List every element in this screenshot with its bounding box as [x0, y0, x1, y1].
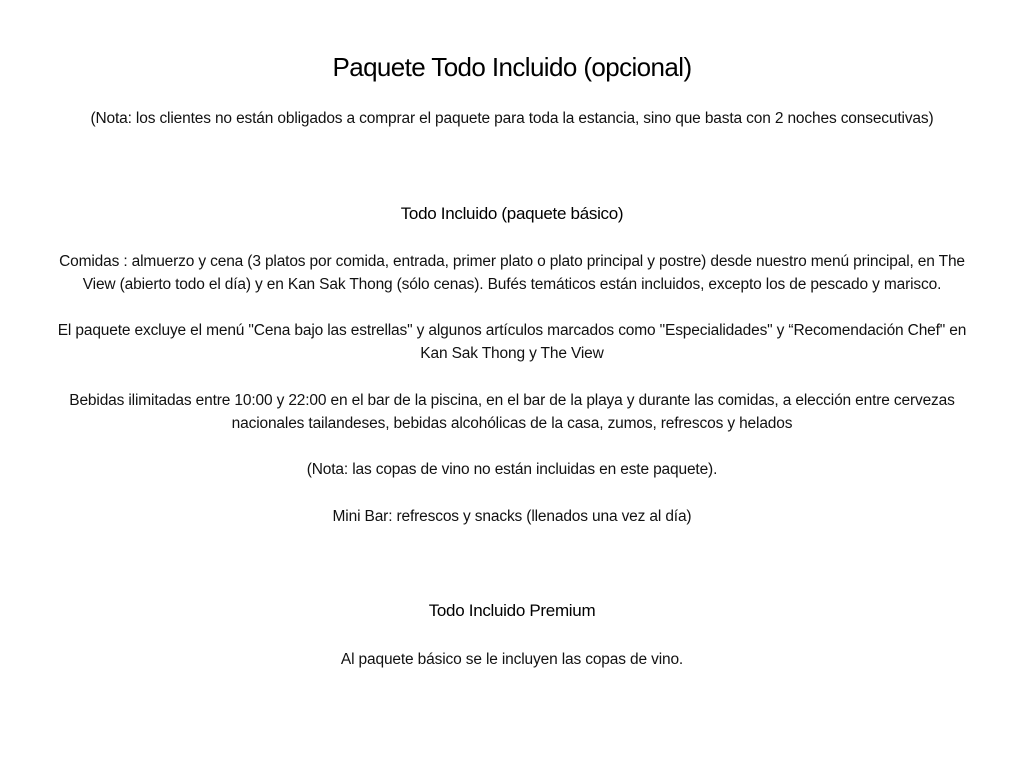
wine-note-text: (Nota: las copas de vino no están incluidas en este paquete). — [306, 461, 718, 478]
drinks-paragraph — [0, 389, 1024, 435]
minibar-text: Mini Bar: refrescos y snacks (llenados una vez al día) — [332, 508, 692, 525]
intro-note-text: (Nota: los clientes no están obligados a comprar el paquete para toda la estancia, sino que basta con 2 noches consecutivas) — [90, 110, 934, 127]
exclusion-line-2: Kan Sak Thong y The View — [420, 345, 604, 362]
exclusion-line-1: El paquete excluye el menú "Cena bajo las estrellas" y algunos artículos marcados como "Especialidades" y “Recomendación Chef" en — [57, 322, 967, 339]
exclusion-paragraph — [0, 319, 1024, 365]
meals-line-1: Comidas : almuerzo y cena (3 platos por comida, entrada, primer plato o plato principal y postre) desde nuestro menú principal, en The — [59, 253, 965, 270]
drinks-line-2: nacionales tailandeses, bebidas alcohólicas de la casa, zumos, refrescos y helados — [231, 415, 793, 432]
premium-description-text: Al paquete básico se le incluyen las copas de vino. — [340, 651, 684, 668]
premium-description — [0, 648, 1024, 671]
intro-note — [0, 107, 1024, 130]
minibar-paragraph — [0, 505, 1024, 528]
wine-note — [0, 458, 1024, 481]
drinks-line-1: Bebidas ilimitadas entre 10:00 y 22:00 en el bar de la piscina, en el bar de la playa y durante las comidas, a elección entre cervezas — [69, 392, 955, 409]
page-title: Paquete Todo Incluido (opcional) — [332, 52, 692, 82]
basic-package-heading: Todo Incluido (paquete básico) — [400, 204, 624, 223]
meals-paragraph — [0, 250, 1024, 296]
meals-line-2: View (abierto todo el día) y en Kan Sak Thong (sólo cenas). Bufés temáticos están incluidos, excepto los de pescado y marisco. — [82, 276, 942, 293]
premium-package-heading: Todo Incluido Premium — [428, 601, 596, 620]
